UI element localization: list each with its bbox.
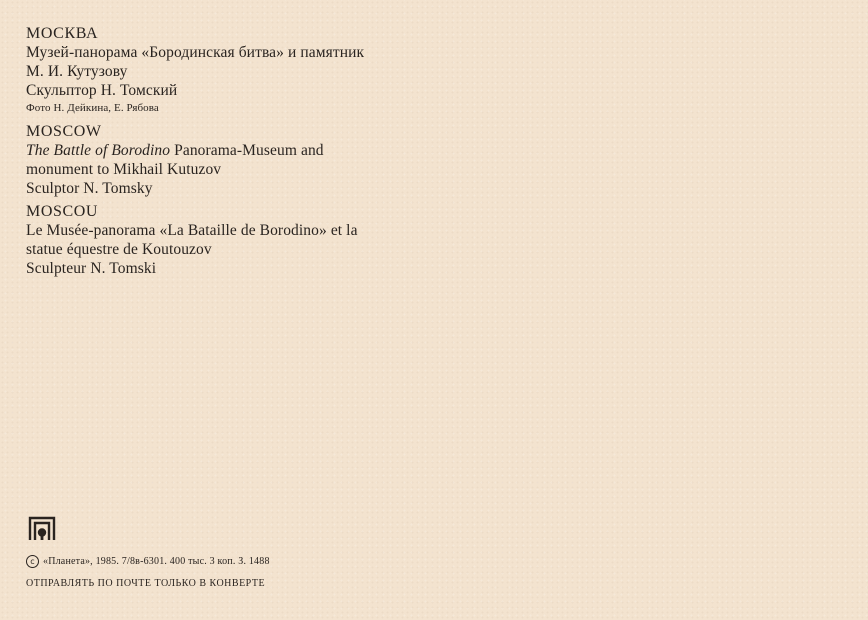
caption-line-english-2: monument to Mikhail Kutuzov [26, 161, 222, 178]
caption-line-french-1: Le Musée-panorama «La Bataille de Borodino» et la [26, 222, 358, 239]
caption-line-french-3: Sculpteur N. Tomski [26, 260, 157, 277]
caption-russian [26, 24, 364, 117]
copyright-icon: c [26, 555, 39, 568]
city-heading-english: MOSCOW [26, 123, 102, 140]
caption-english [26, 122, 324, 198]
caption-line-russian-3: Скульптор Н. Томский [26, 82, 178, 99]
caption-line-english-1 [26, 141, 324, 160]
city-heading-french: MOSCOU [26, 203, 99, 220]
caption-line-russian-2: М. И. Кутузову [26, 63, 128, 80]
caption-line-english-3: Sculptor N. Tomsky [26, 180, 153, 197]
postal-notice: ОТПРАВЛЯТЬ ПО ПОЧТЕ ТОЛЬКО В КОНВЕРТЕ [26, 578, 266, 589]
caption-line-russian-1: Музей-панорама «Бородинская битва» и памятник [26, 44, 365, 61]
imprint-text: «Планета», 1985. 7/8в-6301. 400 тыс. 3 коп. З. 1488 [43, 556, 270, 567]
title-italic-english: The Battle of Borodino [26, 142, 171, 159]
caption-french [26, 202, 358, 278]
caption-line-english-1-rest: Panorama-Museum and [170, 142, 324, 159]
planeta-publisher-logo-icon [28, 516, 56, 542]
photo-credit: Фото Н. Дейкина, Е. Рябова [26, 102, 159, 114]
caption-line-french-2: statue équestre de Koutouzov [26, 241, 212, 258]
city-heading-russian: МОСКВА [26, 25, 99, 42]
imprint-line [26, 555, 270, 569]
